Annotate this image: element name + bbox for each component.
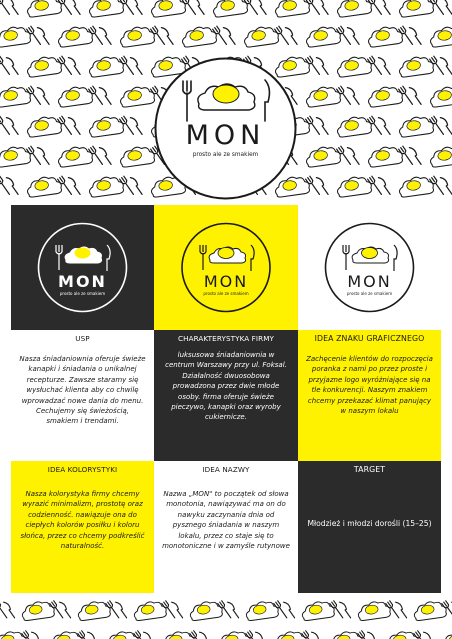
- knife-icon: [200, 631, 213, 639]
- fried-egg-icon: [352, 247, 388, 263]
- fried-egg-icon: [0, 25, 31, 48]
- knife-icon: [99, 146, 113, 164]
- knife-icon: [88, 631, 101, 639]
- brand-tagline: prosto ale ze smakiem: [346, 291, 393, 296]
- knife-icon: [378, 56, 392, 74]
- knife-icon: [347, 146, 361, 164]
- fork-icon: [56, 245, 62, 270]
- name-idea-section: [154, 461, 298, 593]
- fried-egg-icon: [398, 0, 434, 18]
- hero-logo: [153, 56, 298, 201]
- knife-icon: [37, 26, 51, 44]
- fried-egg-icon: [245, 600, 279, 621]
- section-title: USP: [75, 334, 90, 343]
- fried-egg-icon: [0, 85, 31, 108]
- fried-egg-icon: [88, 175, 124, 198]
- fried-egg-icon: [398, 55, 434, 78]
- knife-icon: [130, 176, 144, 194]
- fried-egg-icon: [26, 55, 62, 78]
- knife-icon: [223, 26, 237, 44]
- knife-icon: [32, 631, 45, 639]
- fried-egg-icon: [209, 247, 245, 263]
- section-body: Młodzież i młodzi dorośli (15–25): [307, 519, 432, 528]
- usp-section: [11, 330, 154, 461]
- fried-egg-icon: [413, 600, 447, 621]
- knife-icon: [6, 176, 20, 194]
- fried-egg-icon: [398, 175, 434, 198]
- fried-egg-icon: [57, 25, 93, 48]
- fried-egg-icon: [336, 175, 372, 198]
- fried-egg-icon: [429, 145, 452, 168]
- fried-egg-icon: [181, 25, 217, 48]
- fork-icon: [200, 245, 206, 270]
- brand-name: MON: [185, 120, 266, 151]
- knife-icon: [130, 56, 144, 74]
- knife-icon: [37, 146, 51, 164]
- logo-variant-yellow: [154, 205, 298, 330]
- brand-board-grid: [11, 205, 441, 593]
- fried-egg-icon: [357, 600, 391, 621]
- knife-icon: [424, 631, 437, 639]
- knife-icon: [316, 116, 330, 134]
- fried-egg-icon: [305, 25, 341, 48]
- fork-icon: [343, 245, 349, 270]
- bottom-egg-pattern: [0, 596, 452, 639]
- fried-egg-icon: [119, 25, 155, 48]
- knife-icon: [409, 146, 423, 164]
- section-body: Nasza kolorystyka firmy chcemy wyrazić minimalizm, prostotę oraz codzienność. nawiązuje ona do ciepłych kolorów posiłku i koloru słońca, przez co chcemy podkreślić naturalność.: [20, 490, 145, 551]
- knife-icon: [285, 26, 299, 44]
- brand-tagline: prosto ale ze smakiem: [192, 152, 259, 158]
- fried-egg-icon: [367, 145, 403, 168]
- knife-icon: [378, 176, 392, 194]
- fried-egg-icon: [0, 145, 31, 168]
- knife-icon: [347, 26, 361, 44]
- knife-icon: [68, 176, 82, 194]
- brand-name: MON: [347, 272, 392, 291]
- knife-icon: [99, 86, 113, 104]
- fried-egg-icon: [77, 600, 111, 621]
- fried-egg-icon: [367, 25, 403, 48]
- fried-egg-icon: [398, 115, 434, 138]
- knife-icon: [347, 86, 361, 104]
- section-title: IDEA ZNAKU GRAFICZNEGO: [314, 334, 425, 343]
- fried-egg-icon: [301, 600, 335, 621]
- color-idea-section: [11, 461, 154, 593]
- knife-icon: [107, 245, 110, 271]
- knife-icon: [394, 245, 397, 271]
- fried-egg-icon: [57, 85, 93, 108]
- fried-egg-icon: [305, 145, 341, 168]
- section-body: Zachęcenie klientów do rozpoczęcia poranka z nami po przez proste i przyjazne logo wyróżniające się na tle konkurencji. Naszym znakiem chcemy przekazać klimat panujący w naszym lokalu: [306, 355, 433, 416]
- fried-egg-icon: [57, 145, 93, 168]
- fried-egg-icon: [212, 0, 248, 18]
- knife-icon: [37, 86, 51, 104]
- section-body: Nasza śniadaniownia oferuje świeże kanapki i śniadania o unikalnej recepturze. Zawsze staramy się wysłuchać klienta aby co chwilę wprowadzać nowe dania do menu. Cechujemy się świeżością, smakiem i trendami.: [19, 355, 146, 426]
- fried-egg-icon: [26, 175, 62, 198]
- knife-icon: [130, 116, 144, 134]
- knife-icon: [316, 56, 330, 74]
- knife-icon: [251, 245, 254, 271]
- knife-icon: [68, 116, 82, 134]
- fried-egg-icon: [429, 85, 452, 108]
- fried-egg-icon: [243, 25, 279, 48]
- fried-egg-icon: [189, 600, 223, 621]
- section-title: TARGET: [353, 465, 386, 474]
- fried-egg-icon: [88, 0, 124, 18]
- fried-egg-icon: [336, 0, 372, 18]
- fried-egg-icon: [150, 0, 186, 18]
- section-title: IDEA NAZWY: [202, 465, 250, 474]
- section-body: Nazwa „MON" to początek od słowa monotonia, nawiązywać ma on do nawyku zaczynania dnia od pysznego śniadania w naszym lokalu, przez co staje się to monotoniczne i w zamyśle rutynowe: [162, 490, 290, 551]
- fried-egg-icon: [305, 85, 341, 108]
- knife-icon: [6, 56, 20, 74]
- knife-icon: [6, 116, 20, 134]
- knife-icon: [378, 116, 392, 134]
- fried-egg-icon: [336, 115, 372, 138]
- fried-egg-icon: [119, 85, 155, 108]
- logo-idea-section: [298, 330, 441, 461]
- fried-egg-icon: [88, 55, 124, 78]
- fried-egg-icon: [367, 85, 403, 108]
- section-title: CHARAKTERYSTYKA FIRMY: [177, 334, 275, 343]
- brand-tagline: prosto ale ze smakiem: [59, 291, 106, 296]
- knife-icon: [312, 631, 325, 639]
- target-section: [298, 461, 441, 593]
- knife-icon: [316, 176, 330, 194]
- brand-tagline: prosto ale ze smakiem: [203, 291, 249, 296]
- section-body: luksusowa śniadaniownia w centrum Warszawy przy ul. Foksal. Działalność dwuosobowa prowadzona przez dwie młode osoby. firma oferuje świeże pieczywo, kanapki oraz wyroby cukiernicze.: [165, 351, 287, 422]
- fried-egg-icon: [65, 247, 101, 263]
- knife-icon: [144, 631, 157, 639]
- fried-egg-icon: [26, 0, 62, 18]
- brand-name: MON: [203, 272, 249, 291]
- knife-icon: [68, 56, 82, 74]
- fried-egg-icon: [119, 145, 155, 168]
- fried-egg-icon: [429, 25, 452, 48]
- fried-egg-icon: [336, 55, 372, 78]
- fried-egg-icon: [88, 115, 124, 138]
- knife-icon: [99, 26, 113, 44]
- fried-egg-icon: [133, 600, 167, 621]
- fried-egg-icon: [21, 600, 55, 621]
- company-profile-section: [154, 330, 298, 461]
- fried-egg-icon: [26, 115, 62, 138]
- knife-icon: [368, 631, 381, 639]
- fork-icon: [0, 0, 11, 16]
- logo-variant-white: [298, 205, 441, 330]
- knife-icon: [409, 26, 423, 44]
- knife-icon: [256, 631, 269, 639]
- knife-icon: [409, 86, 423, 104]
- section-title: IDEA KOLORYSTYKI: [47, 465, 118, 474]
- fried-egg-icon: [441, 630, 452, 639]
- logo-variant-dark: [11, 205, 154, 330]
- brand-name: MON: [58, 272, 107, 291]
- knife-icon: [161, 26, 175, 44]
- fried-egg-icon: [274, 0, 310, 18]
